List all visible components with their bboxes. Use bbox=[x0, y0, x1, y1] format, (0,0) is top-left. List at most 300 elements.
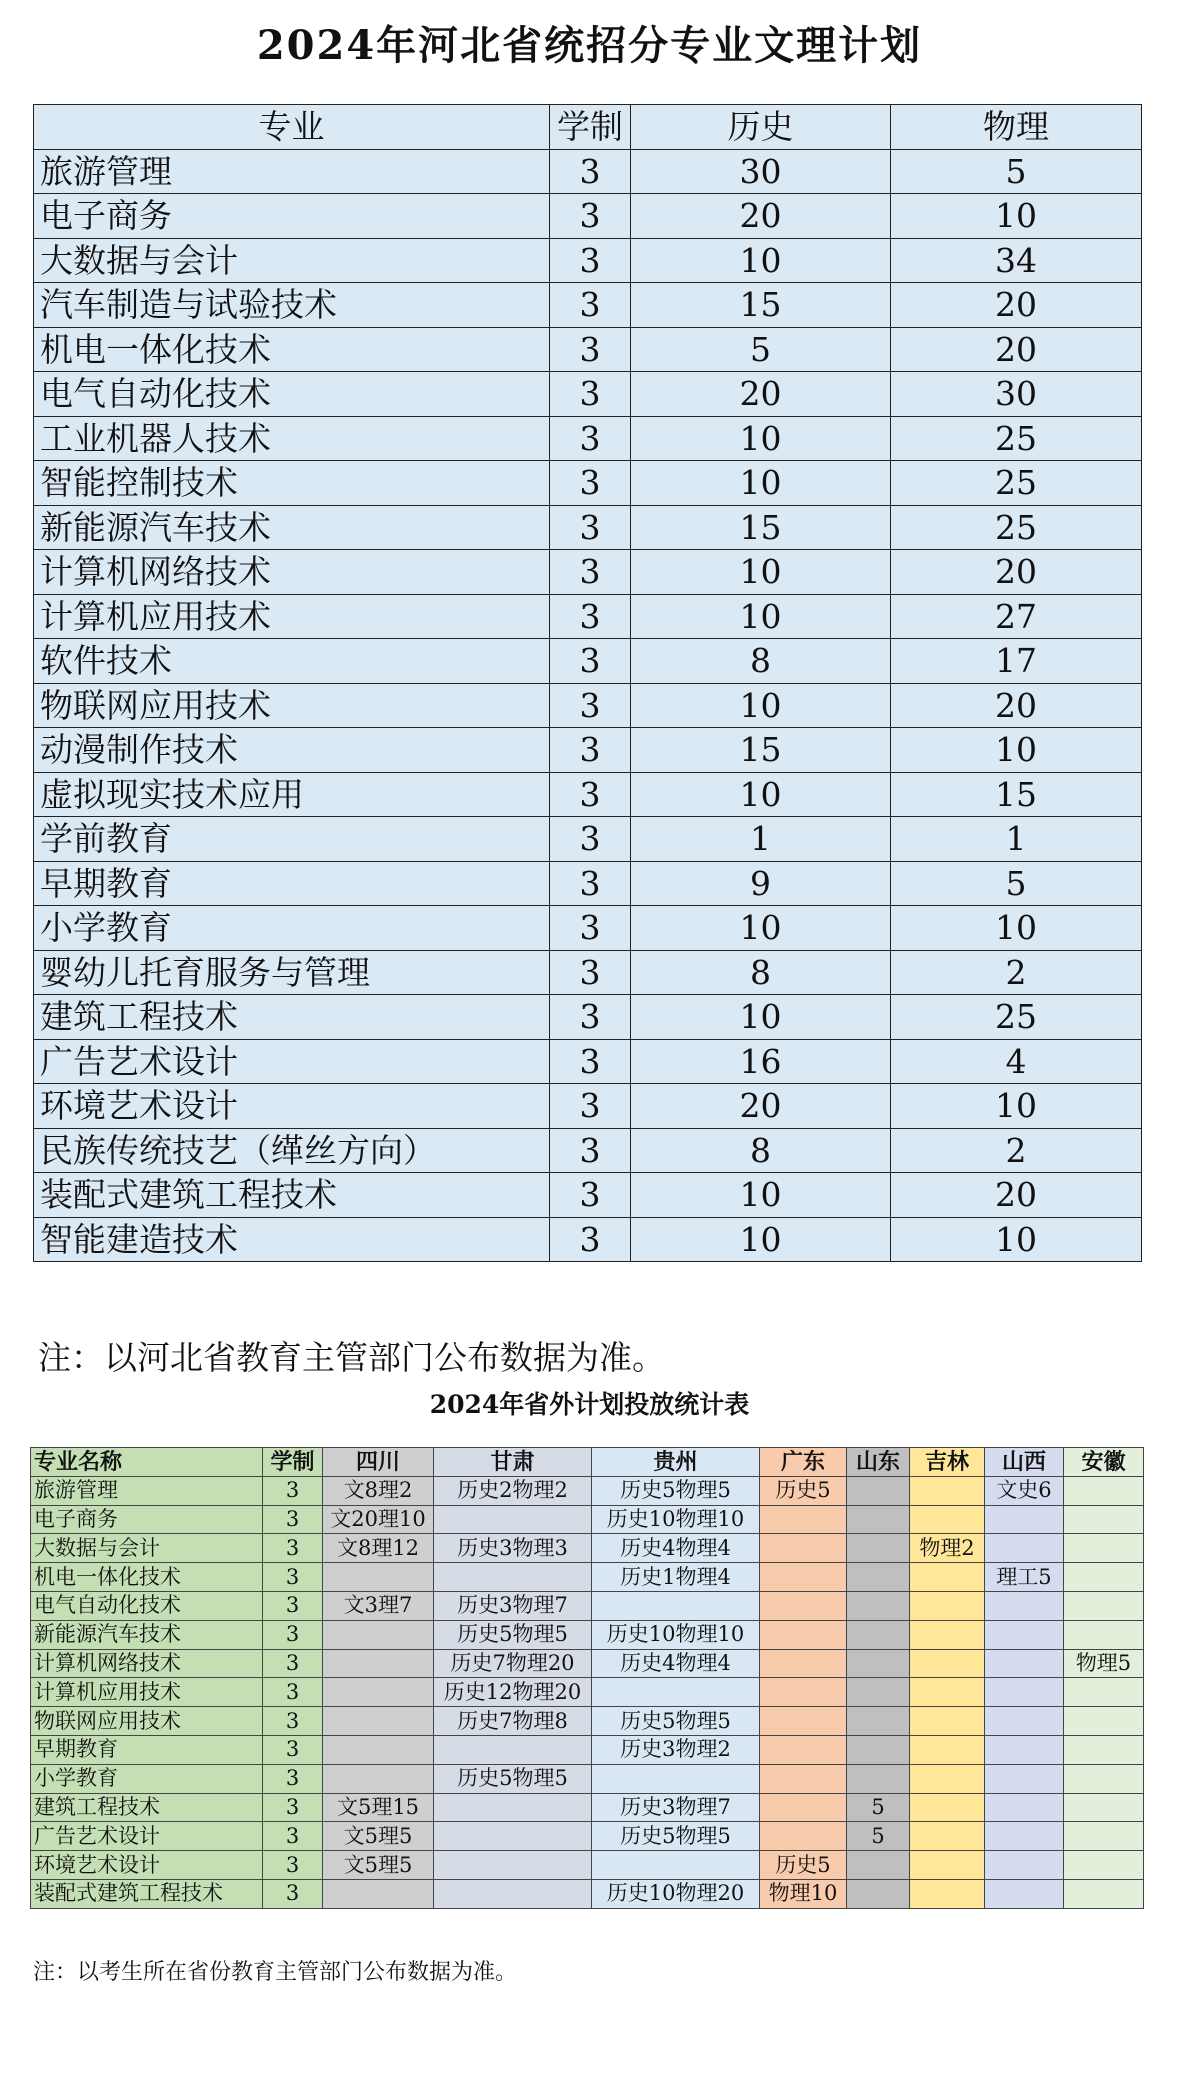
table-row bbox=[34, 683, 1142, 728]
cell-sichuan bbox=[323, 1879, 434, 1908]
cell-gansu bbox=[434, 1879, 592, 1908]
cell-major: 装配式建筑工程技术 bbox=[34, 1173, 550, 1218]
cell-major: 建筑工程技术 bbox=[34, 995, 550, 1040]
table-row bbox=[34, 149, 1142, 194]
cell-anhui bbox=[1064, 1707, 1144, 1736]
cell-sichuan: 文8理2 bbox=[323, 1476, 434, 1505]
cell-history: 8 bbox=[631, 639, 891, 684]
cell-sichuan bbox=[323, 1707, 434, 1736]
cell-shanxi bbox=[985, 1649, 1064, 1678]
cell-sichuan bbox=[323, 1678, 434, 1707]
cell-gansu: 历史7物理20 bbox=[434, 1649, 592, 1678]
table-row bbox=[34, 594, 1142, 639]
table-row bbox=[34, 772, 1142, 817]
cell-shanxi bbox=[985, 1620, 1064, 1649]
cell-guangdong bbox=[760, 1534, 847, 1563]
table-row bbox=[31, 1822, 1144, 1851]
note-hebei: 注：以河北省教育主管部门公布数据为准。 bbox=[38, 1338, 665, 1377]
cell-shandong: 5 bbox=[847, 1793, 910, 1822]
cell-anhui bbox=[1064, 1764, 1144, 1793]
header-duration: 学制 bbox=[550, 105, 631, 150]
header-duration: 学制 bbox=[263, 1448, 323, 1477]
table-row bbox=[34, 550, 1142, 595]
cell-sichuan bbox=[323, 1764, 434, 1793]
cell-physics: 4 bbox=[891, 1039, 1142, 1084]
cell-duration: 3 bbox=[550, 1084, 631, 1129]
cell-physics: 5 bbox=[891, 149, 1142, 194]
cell-jilin bbox=[910, 1707, 985, 1736]
cell-shanxi bbox=[985, 1764, 1064, 1793]
cell-physics: 25 bbox=[891, 995, 1142, 1040]
table-row bbox=[34, 1173, 1142, 1218]
out-of-province-plan-table bbox=[30, 1447, 1144, 1909]
cell-major: 婴幼儿托育服务与管理 bbox=[34, 950, 550, 995]
cell-physics: 5 bbox=[891, 861, 1142, 906]
table-row bbox=[31, 1563, 1144, 1592]
cell-physics: 2 bbox=[891, 1128, 1142, 1173]
cell-gansu: 历史3物理7 bbox=[434, 1591, 592, 1620]
cell-history: 10 bbox=[631, 238, 891, 283]
cell-physics: 20 bbox=[891, 550, 1142, 595]
cell-physics: 20 bbox=[891, 1173, 1142, 1218]
header-guizhou: 贵州 bbox=[592, 1448, 760, 1477]
cell-anhui bbox=[1064, 1793, 1144, 1822]
cell-duration: 3 bbox=[263, 1879, 323, 1908]
header-jilin: 吉林 bbox=[910, 1448, 985, 1477]
cell-guizhou: 历史5物理5 bbox=[592, 1707, 760, 1736]
cell-major: 工业机器人技术 bbox=[34, 416, 550, 461]
cell-name: 电子商务 bbox=[31, 1505, 263, 1534]
cell-duration: 3 bbox=[263, 1735, 323, 1764]
cell-name: 计算机应用技术 bbox=[31, 1678, 263, 1707]
cell-physics: 34 bbox=[891, 238, 1142, 283]
cell-duration: 3 bbox=[263, 1505, 323, 1534]
header-anhui: 安徽 bbox=[1064, 1448, 1144, 1477]
cell-name: 大数据与会计 bbox=[31, 1534, 263, 1563]
cell-shanxi bbox=[985, 1534, 1064, 1563]
cell-duration: 3 bbox=[263, 1620, 323, 1649]
cell-anhui: 物理5 bbox=[1064, 1649, 1144, 1678]
cell-shandong bbox=[847, 1505, 910, 1534]
cell-gansu bbox=[434, 1505, 592, 1534]
cell-duration: 3 bbox=[263, 1678, 323, 1707]
cell-name: 小学教育 bbox=[31, 1764, 263, 1793]
cell-shanxi bbox=[985, 1793, 1064, 1822]
header-gansu: 甘肃 bbox=[434, 1448, 592, 1477]
cell-duration: 3 bbox=[550, 416, 631, 461]
cell-jilin bbox=[910, 1678, 985, 1707]
cell-duration: 3 bbox=[550, 194, 631, 239]
cell-guizhou bbox=[592, 1678, 760, 1707]
cell-guizhou: 历史3物理7 bbox=[592, 1793, 760, 1822]
table-header-row bbox=[34, 105, 1142, 150]
cell-duration: 3 bbox=[550, 283, 631, 328]
table-row bbox=[34, 416, 1142, 461]
table-row bbox=[31, 1534, 1144, 1563]
cell-guangdong bbox=[760, 1678, 847, 1707]
cell-guizhou bbox=[592, 1764, 760, 1793]
cell-major: 学前教育 bbox=[34, 817, 550, 862]
cell-major: 民族传统技艺（缂丝方向） bbox=[34, 1128, 550, 1173]
cell-history: 8 bbox=[631, 950, 891, 995]
cell-gansu bbox=[434, 1563, 592, 1592]
cell-name: 新能源汽车技术 bbox=[31, 1620, 263, 1649]
cell-major: 环境艺术设计 bbox=[34, 1084, 550, 1129]
cell-shandong bbox=[847, 1476, 910, 1505]
cell-guizhou bbox=[592, 1591, 760, 1620]
cell-major: 新能源汽车技术 bbox=[34, 505, 550, 550]
cell-gansu: 历史12物理20 bbox=[434, 1678, 592, 1707]
cell-jilin bbox=[910, 1879, 985, 1908]
cell-anhui bbox=[1064, 1591, 1144, 1620]
cell-duration: 3 bbox=[263, 1764, 323, 1793]
cell-guangdong bbox=[760, 1793, 847, 1822]
cell-shanxi bbox=[985, 1707, 1064, 1736]
cell-history: 10 bbox=[631, 772, 891, 817]
cell-jilin bbox=[910, 1591, 985, 1620]
table-row bbox=[34, 950, 1142, 995]
cell-duration: 3 bbox=[263, 1591, 323, 1620]
cell-duration: 3 bbox=[263, 1793, 323, 1822]
cell-anhui bbox=[1064, 1534, 1144, 1563]
cell-gansu bbox=[434, 1793, 592, 1822]
cell-sichuan bbox=[323, 1649, 434, 1678]
cell-shanxi bbox=[985, 1505, 1064, 1534]
cell-history: 15 bbox=[631, 283, 891, 328]
cell-major: 广告艺术设计 bbox=[34, 1039, 550, 1084]
header-shanxi: 山西 bbox=[985, 1448, 1064, 1477]
cell-duration: 3 bbox=[550, 1173, 631, 1218]
table-row bbox=[34, 995, 1142, 1040]
header-name: 专业名称 bbox=[31, 1448, 263, 1477]
cell-guizhou: 历史1物理4 bbox=[592, 1563, 760, 1592]
cell-gansu: 历史2物理2 bbox=[434, 1476, 592, 1505]
cell-name: 环境艺术设计 bbox=[31, 1851, 263, 1880]
cell-guangdong bbox=[760, 1563, 847, 1592]
note-out-of-province: 注：以考生所在省份教育主管部门公布数据为准。 bbox=[33, 1960, 518, 1985]
cell-name: 机电一体化技术 bbox=[31, 1563, 263, 1592]
cell-duration: 3 bbox=[550, 861, 631, 906]
cell-major: 计算机网络技术 bbox=[34, 550, 550, 595]
cell-major: 智能控制技术 bbox=[34, 461, 550, 506]
cell-shandong bbox=[847, 1707, 910, 1736]
cell-name: 早期教育 bbox=[31, 1735, 263, 1764]
cell-jilin bbox=[910, 1505, 985, 1534]
cell-duration: 3 bbox=[550, 1217, 631, 1262]
cell-guangdong bbox=[760, 1620, 847, 1649]
cell-gansu: 历史5物理5 bbox=[434, 1620, 592, 1649]
table-row bbox=[31, 1879, 1144, 1908]
cell-duration: 3 bbox=[550, 639, 631, 684]
table-row bbox=[34, 372, 1142, 417]
cell-guangdong: 物理10 bbox=[760, 1879, 847, 1908]
cell-major: 小学教育 bbox=[34, 906, 550, 951]
hebei-plan-table bbox=[33, 104, 1142, 1262]
cell-history: 15 bbox=[631, 505, 891, 550]
cell-name: 装配式建筑工程技术 bbox=[31, 1879, 263, 1908]
cell-history: 10 bbox=[631, 1173, 891, 1218]
cell-duration: 3 bbox=[550, 505, 631, 550]
cell-sichuan bbox=[323, 1563, 434, 1592]
cell-history: 10 bbox=[631, 416, 891, 461]
cell-sichuan: 文5理5 bbox=[323, 1822, 434, 1851]
cell-history: 1 bbox=[631, 817, 891, 862]
cell-sichuan: 文3理7 bbox=[323, 1591, 434, 1620]
table-row bbox=[34, 461, 1142, 506]
cell-duration: 3 bbox=[550, 149, 631, 194]
cell-shanxi bbox=[985, 1879, 1064, 1908]
cell-guangdong bbox=[760, 1822, 847, 1851]
cell-physics: 25 bbox=[891, 505, 1142, 550]
cell-history: 8 bbox=[631, 1128, 891, 1173]
table-row bbox=[34, 906, 1142, 951]
header-history: 历史 bbox=[631, 105, 891, 150]
cell-guizhou bbox=[592, 1851, 760, 1880]
cell-duration: 3 bbox=[550, 461, 631, 506]
cell-duration: 3 bbox=[550, 1039, 631, 1084]
cell-physics: 10 bbox=[891, 194, 1142, 239]
cell-anhui bbox=[1064, 1476, 1144, 1505]
cell-major: 电气自动化技术 bbox=[34, 372, 550, 417]
cell-duration: 3 bbox=[263, 1534, 323, 1563]
cell-anhui bbox=[1064, 1879, 1144, 1908]
cell-gansu: 历史5物理5 bbox=[434, 1764, 592, 1793]
cell-jilin bbox=[910, 1822, 985, 1851]
page-title: 2024年河北省统招分专业文理计划 bbox=[256, 22, 923, 69]
table-row bbox=[34, 283, 1142, 328]
header-sichuan: 四川 bbox=[323, 1448, 434, 1477]
cell-duration: 3 bbox=[550, 594, 631, 639]
cell-history: 9 bbox=[631, 861, 891, 906]
cell-major: 汽车制造与试验技术 bbox=[34, 283, 550, 328]
cell-shanxi bbox=[985, 1678, 1064, 1707]
cell-gansu bbox=[434, 1851, 592, 1880]
cell-jilin: 物理2 bbox=[910, 1534, 985, 1563]
table-row bbox=[34, 1039, 1142, 1084]
cell-jilin bbox=[910, 1563, 985, 1592]
cell-duration: 3 bbox=[550, 238, 631, 283]
cell-physics: 20 bbox=[891, 283, 1142, 328]
cell-major: 动漫制作技术 bbox=[34, 728, 550, 773]
cell-physics: 10 bbox=[891, 906, 1142, 951]
table-row bbox=[31, 1620, 1144, 1649]
cell-shanxi bbox=[985, 1735, 1064, 1764]
cell-major: 软件技术 bbox=[34, 639, 550, 684]
cell-physics: 15 bbox=[891, 772, 1142, 817]
cell-guizhou: 历史10物理10 bbox=[592, 1505, 760, 1534]
cell-duration: 3 bbox=[263, 1851, 323, 1880]
cell-physics: 30 bbox=[891, 372, 1142, 417]
table-header-row bbox=[31, 1448, 1144, 1477]
cell-anhui bbox=[1064, 1851, 1144, 1880]
cell-duration: 3 bbox=[263, 1707, 323, 1736]
table-row bbox=[34, 1128, 1142, 1173]
cell-name: 广告艺术设计 bbox=[31, 1822, 263, 1851]
cell-history: 20 bbox=[631, 1084, 891, 1129]
cell-physics: 10 bbox=[891, 1084, 1142, 1129]
table-row bbox=[31, 1591, 1144, 1620]
table-row bbox=[31, 1851, 1144, 1880]
cell-duration: 3 bbox=[263, 1649, 323, 1678]
cell-name: 电气自动化技术 bbox=[31, 1591, 263, 1620]
table-row bbox=[34, 1217, 1142, 1262]
cell-jilin bbox=[910, 1476, 985, 1505]
cell-history: 10 bbox=[631, 550, 891, 595]
cell-shandong bbox=[847, 1534, 910, 1563]
cell-guangdong bbox=[760, 1764, 847, 1793]
table-row bbox=[34, 194, 1142, 239]
cell-shanxi: 理工5 bbox=[985, 1563, 1064, 1592]
cell-shandong bbox=[847, 1851, 910, 1880]
cell-major: 电子商务 bbox=[34, 194, 550, 239]
cell-gansu: 历史3物理3 bbox=[434, 1534, 592, 1563]
table-row bbox=[31, 1707, 1144, 1736]
cell-history: 5 bbox=[631, 327, 891, 372]
cell-history: 10 bbox=[631, 1217, 891, 1262]
cell-major: 虚拟现实技术应用 bbox=[34, 772, 550, 817]
cell-duration: 3 bbox=[263, 1476, 323, 1505]
cell-physics: 1 bbox=[891, 817, 1142, 862]
cell-history: 15 bbox=[631, 728, 891, 773]
table-row bbox=[31, 1764, 1144, 1793]
cell-jilin bbox=[910, 1851, 985, 1880]
table-row bbox=[34, 1084, 1142, 1129]
table-row bbox=[34, 505, 1142, 550]
cell-guizhou: 历史4物理4 bbox=[592, 1534, 760, 1563]
cell-shanxi: 文史6 bbox=[985, 1476, 1064, 1505]
cell-duration: 3 bbox=[550, 683, 631, 728]
header-physics: 物理 bbox=[891, 105, 1142, 150]
cell-duration: 3 bbox=[550, 728, 631, 773]
cell-sichuan: 文5理5 bbox=[323, 1851, 434, 1880]
cell-anhui bbox=[1064, 1620, 1144, 1649]
cell-gansu bbox=[434, 1735, 592, 1764]
cell-sichuan: 文5理15 bbox=[323, 1793, 434, 1822]
cell-duration: 3 bbox=[550, 950, 631, 995]
table-row bbox=[31, 1505, 1144, 1534]
cell-guizhou: 历史3物理2 bbox=[592, 1735, 760, 1764]
cell-guizhou: 历史10物理10 bbox=[592, 1620, 760, 1649]
cell-physics: 2 bbox=[891, 950, 1142, 995]
cell-shandong bbox=[847, 1649, 910, 1678]
table-row bbox=[31, 1649, 1144, 1678]
cell-sichuan: 文20理10 bbox=[323, 1505, 434, 1534]
table-row bbox=[31, 1678, 1144, 1707]
cell-guangdong: 历史5 bbox=[760, 1851, 847, 1880]
cell-history: 10 bbox=[631, 683, 891, 728]
cell-major: 物联网应用技术 bbox=[34, 683, 550, 728]
cell-history: 20 bbox=[631, 372, 891, 417]
cell-guangdong bbox=[760, 1591, 847, 1620]
table-row bbox=[34, 861, 1142, 906]
cell-anhui bbox=[1064, 1563, 1144, 1592]
cell-history: 10 bbox=[631, 461, 891, 506]
cell-guangdong bbox=[760, 1649, 847, 1678]
cell-sichuan bbox=[323, 1620, 434, 1649]
cell-duration: 3 bbox=[550, 995, 631, 1040]
cell-physics: 10 bbox=[891, 1217, 1142, 1262]
cell-shandong bbox=[847, 1563, 910, 1592]
table-row bbox=[34, 728, 1142, 773]
cell-name: 物联网应用技术 bbox=[31, 1707, 263, 1736]
cell-jilin bbox=[910, 1620, 985, 1649]
cell-guangdong bbox=[760, 1505, 847, 1534]
cell-major: 大数据与会计 bbox=[34, 238, 550, 283]
cell-physics: 27 bbox=[891, 594, 1142, 639]
cell-shandong bbox=[847, 1591, 910, 1620]
cell-history: 16 bbox=[631, 1039, 891, 1084]
cell-physics: 25 bbox=[891, 416, 1142, 461]
cell-major: 机电一体化技术 bbox=[34, 327, 550, 372]
header-guangdong: 广东 bbox=[760, 1448, 847, 1477]
cell-jilin bbox=[910, 1735, 985, 1764]
cell-duration: 3 bbox=[550, 550, 631, 595]
cell-major: 计算机应用技术 bbox=[34, 594, 550, 639]
cell-guizhou: 历史4物理4 bbox=[592, 1649, 760, 1678]
cell-guangdong: 历史5 bbox=[760, 1476, 847, 1505]
cell-physics: 25 bbox=[891, 461, 1142, 506]
cell-shandong bbox=[847, 1620, 910, 1649]
cell-history: 10 bbox=[631, 906, 891, 951]
cell-duration: 3 bbox=[550, 906, 631, 951]
cell-shanxi bbox=[985, 1851, 1064, 1880]
cell-duration: 3 bbox=[263, 1563, 323, 1592]
cell-jilin bbox=[910, 1649, 985, 1678]
table-row bbox=[31, 1476, 1144, 1505]
cell-history: 30 bbox=[631, 149, 891, 194]
cell-sichuan: 文8理12 bbox=[323, 1534, 434, 1563]
cell-physics: 20 bbox=[891, 683, 1142, 728]
cell-guizhou: 历史10物理20 bbox=[592, 1879, 760, 1908]
cell-guizhou: 历史5物理5 bbox=[592, 1476, 760, 1505]
cell-duration: 3 bbox=[263, 1822, 323, 1851]
cell-guizhou: 历史5物理5 bbox=[592, 1822, 760, 1851]
cell-shandong: 5 bbox=[847, 1822, 910, 1851]
cell-duration: 3 bbox=[550, 372, 631, 417]
cell-major: 旅游管理 bbox=[34, 149, 550, 194]
cell-shandong bbox=[847, 1879, 910, 1908]
cell-anhui bbox=[1064, 1822, 1144, 1851]
table-row bbox=[31, 1735, 1144, 1764]
cell-major: 早期教育 bbox=[34, 861, 550, 906]
cell-duration: 3 bbox=[550, 772, 631, 817]
cell-shanxi bbox=[985, 1822, 1064, 1851]
cell-gansu: 历史7物理8 bbox=[434, 1707, 592, 1736]
cell-guangdong bbox=[760, 1735, 847, 1764]
cell-physics: 20 bbox=[891, 327, 1142, 372]
section-title-out-of-province: 2024年省外计划投放统计表 bbox=[429, 1390, 750, 1419]
cell-gansu bbox=[434, 1822, 592, 1851]
cell-shandong bbox=[847, 1678, 910, 1707]
cell-anhui bbox=[1064, 1678, 1144, 1707]
table-row bbox=[34, 817, 1142, 862]
cell-shandong bbox=[847, 1735, 910, 1764]
cell-history: 20 bbox=[631, 194, 891, 239]
cell-physics: 10 bbox=[891, 728, 1142, 773]
cell-shandong bbox=[847, 1764, 910, 1793]
cell-name: 建筑工程技术 bbox=[31, 1793, 263, 1822]
header-major: 专业 bbox=[34, 105, 550, 150]
cell-jilin bbox=[910, 1793, 985, 1822]
cell-duration: 3 bbox=[550, 1128, 631, 1173]
cell-duration: 3 bbox=[550, 327, 631, 372]
cell-name: 计算机网络技术 bbox=[31, 1649, 263, 1678]
header-shandong: 山东 bbox=[847, 1448, 910, 1477]
cell-sichuan bbox=[323, 1735, 434, 1764]
cell-jilin bbox=[910, 1764, 985, 1793]
table-row bbox=[34, 238, 1142, 283]
cell-major: 智能建造技术 bbox=[34, 1217, 550, 1262]
